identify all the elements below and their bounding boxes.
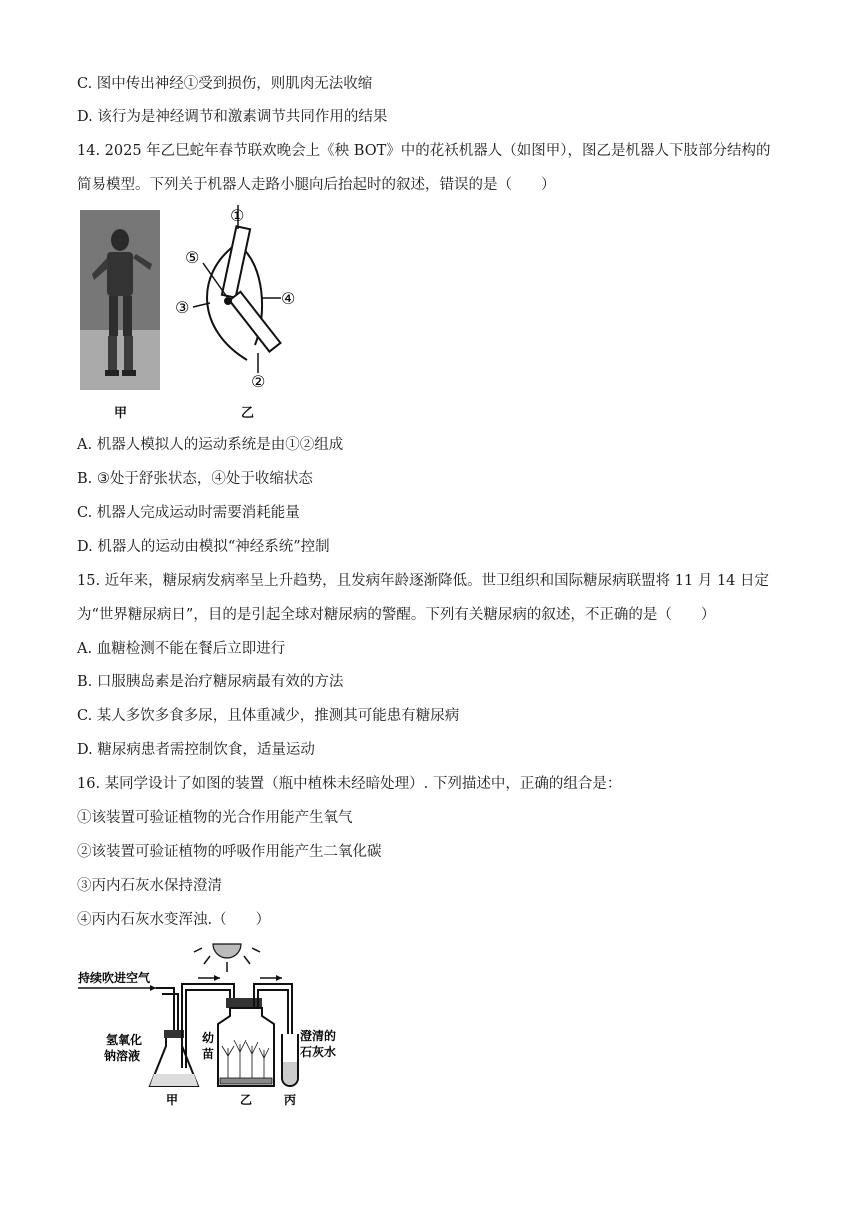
q15-option-a: A. 血糖检测不能在餐后立即进行 [77,641,286,657]
q14-stem-line2: 简易模型。下列关于机器人走路小腿向后抬起时的叙述，错误的是（ ） [77,177,556,193]
limewater-label-line2: 石灰水 [300,1045,337,1059]
q15-option-c: C. 某人多饮多食多尿，且体重减少，推测其可能患有糖尿病 [77,708,460,724]
q16-statement-1: ①该装置可验证植物的光合作用能产生氧气 [77,810,353,826]
seedling-label-line1: 幼 [202,1031,215,1045]
limewater-label-line1: 澄清的 [300,1029,337,1043]
naoh-label-line2: 钠溶液 [104,1049,141,1063]
figure-jia-label: 甲 [114,406,128,421]
q13-option-d: D. 该行为是神经调节和激素调节共同作用的结果 [77,109,388,125]
naoh-label-line1: 氢氧化 [106,1033,143,1047]
apparatus-yi-label: 乙 [240,1093,253,1107]
marker-5: ⑤ [185,248,200,267]
marker-3: ③ [175,298,190,317]
q16-statement-2: ②该装置可验证植物的呼吸作用能产生二氧化碳 [77,844,382,860]
q15-option-b: B. 口服胰岛素是治疗糖尿病最有效的方法 [77,674,344,690]
q14-stem-line1: 14. 2025 年乙巳蛇年春节联欢晚会上《秧 BOT》中的花袄机器人（如图甲），图乙是机器人下肢部分结构的 [77,143,771,159]
marker-2: ② [251,372,266,391]
q16-statement-3: ③丙内石灰水保持澄清 [77,878,222,894]
q13-option-c: C. 图中传出神经①受到损伤，则肌肉无法收缩 [77,76,373,92]
sun-icon [194,944,260,972]
apparatus-bing-label: 丙 [284,1093,297,1107]
apparatus-diagram [78,938,358,1108]
air-in-label: 持续吹进空气 [78,971,151,985]
robot-leg-model-diagram [175,205,305,405]
figure-yi-label: 乙 [241,406,255,421]
robot-silhouette-image [80,210,160,390]
robot-photo [80,210,160,390]
apparatus-jia-label: 甲 [166,1093,179,1107]
q14-option-b: B. ③处于舒张状态，④处于收缩状态 [77,471,313,487]
q14-option-a: A. 机器人模拟人的运动系统是由①②组成 [77,437,344,453]
seedling-label-line2: 苗 [202,1047,215,1061]
q16-stem: 16. 某同学设计了如图的装置（瓶中植株未经暗处理）. 下列描述中，正确的组合是： [77,776,622,792]
q14-option-d: D. 机器人的运动由模拟“神经系统”控制 [77,539,330,555]
q14-option-c: C. 机器人完成运动时需要消耗能量 [77,505,300,521]
q15-stem-line1: 15. 近年来，糖尿病发病率呈上升趋势，且发病年龄逐渐降低。世卫组织和国际糖尿病联盟将 11 月 14 日定 [77,573,770,589]
q15-option-d: D. 糖尿病患者需控制饮食，适量运动 [77,742,315,758]
marker-4: ④ [281,289,296,308]
q16-statement-4: ④丙内石灰水变浑浊.（ ） [77,912,271,928]
marker-1: ① [230,206,245,225]
q15-stem-line2: 为“世界糖尿病日”，目的是引起全球对糖尿病的警醒。下列有关糖尿病的叙述，不正确的是（ ） [77,607,716,623]
